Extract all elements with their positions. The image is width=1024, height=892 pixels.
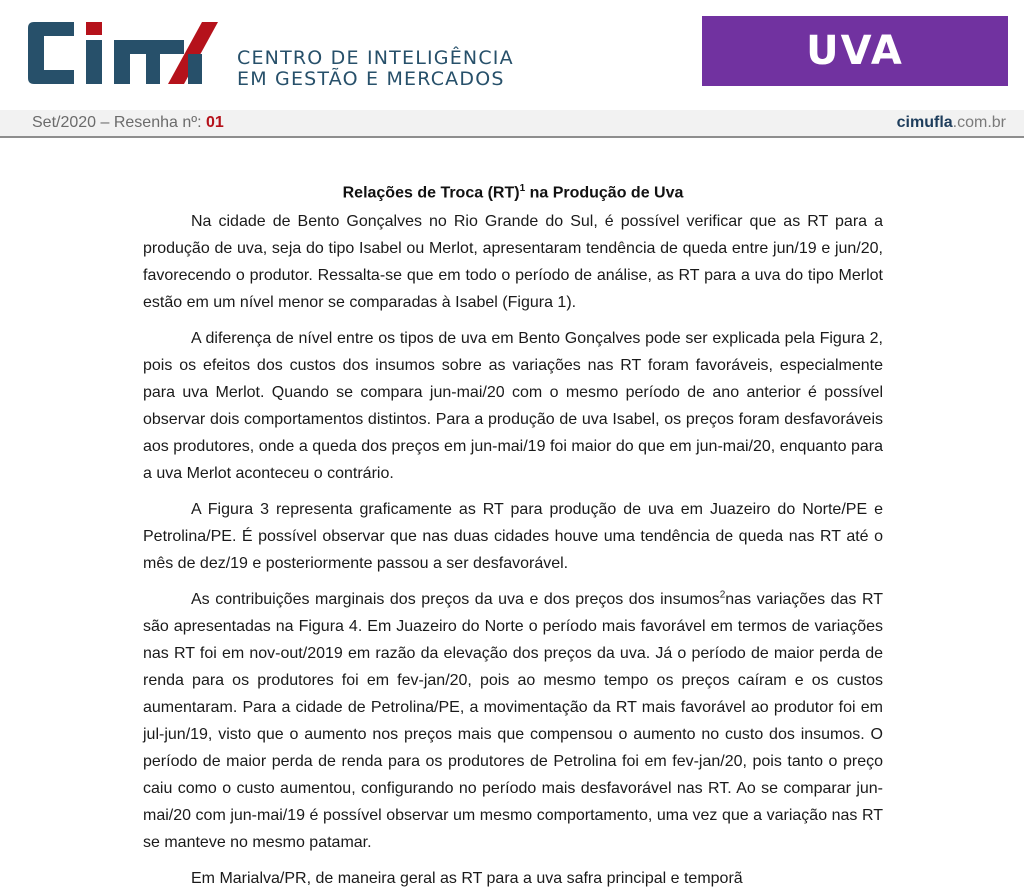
paragraph-5: Em Marialva/PR, de maneira geral as RT para a uva safra principal e temporã	[191, 870, 743, 887]
page-header	[0, 0, 1024, 110]
footnote-ref-2: 2	[719, 589, 726, 601]
center-name-line1: CENTRO DE INTELIGÊNCIA	[237, 47, 514, 69]
paragraph-4	[143, 586, 883, 856]
title-text: Relações de Troca (RT)	[342, 184, 520, 202]
issue-date-text: Set/2020 – Resenha nº:	[32, 114, 206, 131]
product-label: UVA	[702, 16, 1008, 86]
center-name-line2: EM GESTÃO E MERCADOS	[237, 68, 505, 90]
paragraph-1: Na cidade de Bento Gonçalves no Rio Grande do Sul, é possível verificar que as RT para a produção de uva, seja do tipo Isabel ou Merlot, apresentaram tendência de queda entre jun/19 e jun/20, favorecendo o produtor. Ressalta-se que em todo o período de análise, as RT para a uva do tipo Merlot estão em um nível menor se comparadas à Isabel (Figura 1).	[143, 213, 883, 311]
issue-number: 01	[205, 114, 224, 131]
paragraph-3: A Figura 3 representa graficamente as RT para produção de uva em Juazeiro do Norte/PE e Petrolina/PE. É possível observar que nas duas cidades houve uma tendência de queda nas RT até o mês de dez/19 e posteriormente passou a ser desfavorável.	[143, 501, 883, 572]
center-name	[237, 48, 514, 90]
issue-info-bar	[0, 110, 1024, 138]
paragraph-4-end: nas variações das RT são apresentadas na Figura 4. Em Juazeiro do Norte o período mais favorável em termos de variações nas RT foi em nov-out/2019 em razão da elevação dos preços da uva. Já o período de maior perda de renda para os produtores foi em fev-jan/20, pois ao mesmo tempo os preços caíram e os custos aumentaram. Para a cidade de Petrolina/PE, a movimentação da RT mais favorável ao produtor foi em jul-jun/19, visto que o aumento nos preços mais que compensou o aumento no custo dos insumos. O período de maior perda de renda para os produtores de Petrolina foi em fev-jan/20, pois tanto o preço caiu como o custo aumentou, configurando no período mais desfavorável nas RT. Ao se comparar jun-mai/20 com jun-mai/19 é possível observar um mesmo comportamento, uma vez que a variação nas RT se manteve no mesmo patamar.	[143, 591, 883, 851]
site-link[interactable]	[897, 114, 1006, 132]
paragraph-4-start: As contribuições marginais dos preços da uva e dos preços dos insumos	[191, 591, 720, 608]
cim-logo	[28, 18, 228, 88]
article	[143, 176, 883, 892]
article-title	[143, 176, 883, 202]
issue-date	[32, 114, 224, 132]
site-domain: .com.br	[952, 114, 1006, 131]
title-text-end: na Produção de Uva	[525, 184, 684, 202]
footnote-ref-1: 1	[519, 183, 526, 194]
site-brand: cimufla	[896, 114, 953, 131]
paragraph-2: A diferença de nível entre os tipos de uva em Bento Gonçalves pode ser explicada pela Figura 2, pois os efeitos dos custos dos insumos sobre as variações nas RT foram favoráveis, especialmente para uva Merlot. Quando se compara jun-mai/20 com o mesmo período de ano anterior é possível observar dois comportamentos distintos. Para a produção de uva Isabel, os preços foram desfavoráveis aos produtores, onde a queda dos preços em jun-mai/19 foi maior do que em jun-mai/20, enquanto para a uva Merlot aconteceu o contrário.	[143, 330, 883, 482]
